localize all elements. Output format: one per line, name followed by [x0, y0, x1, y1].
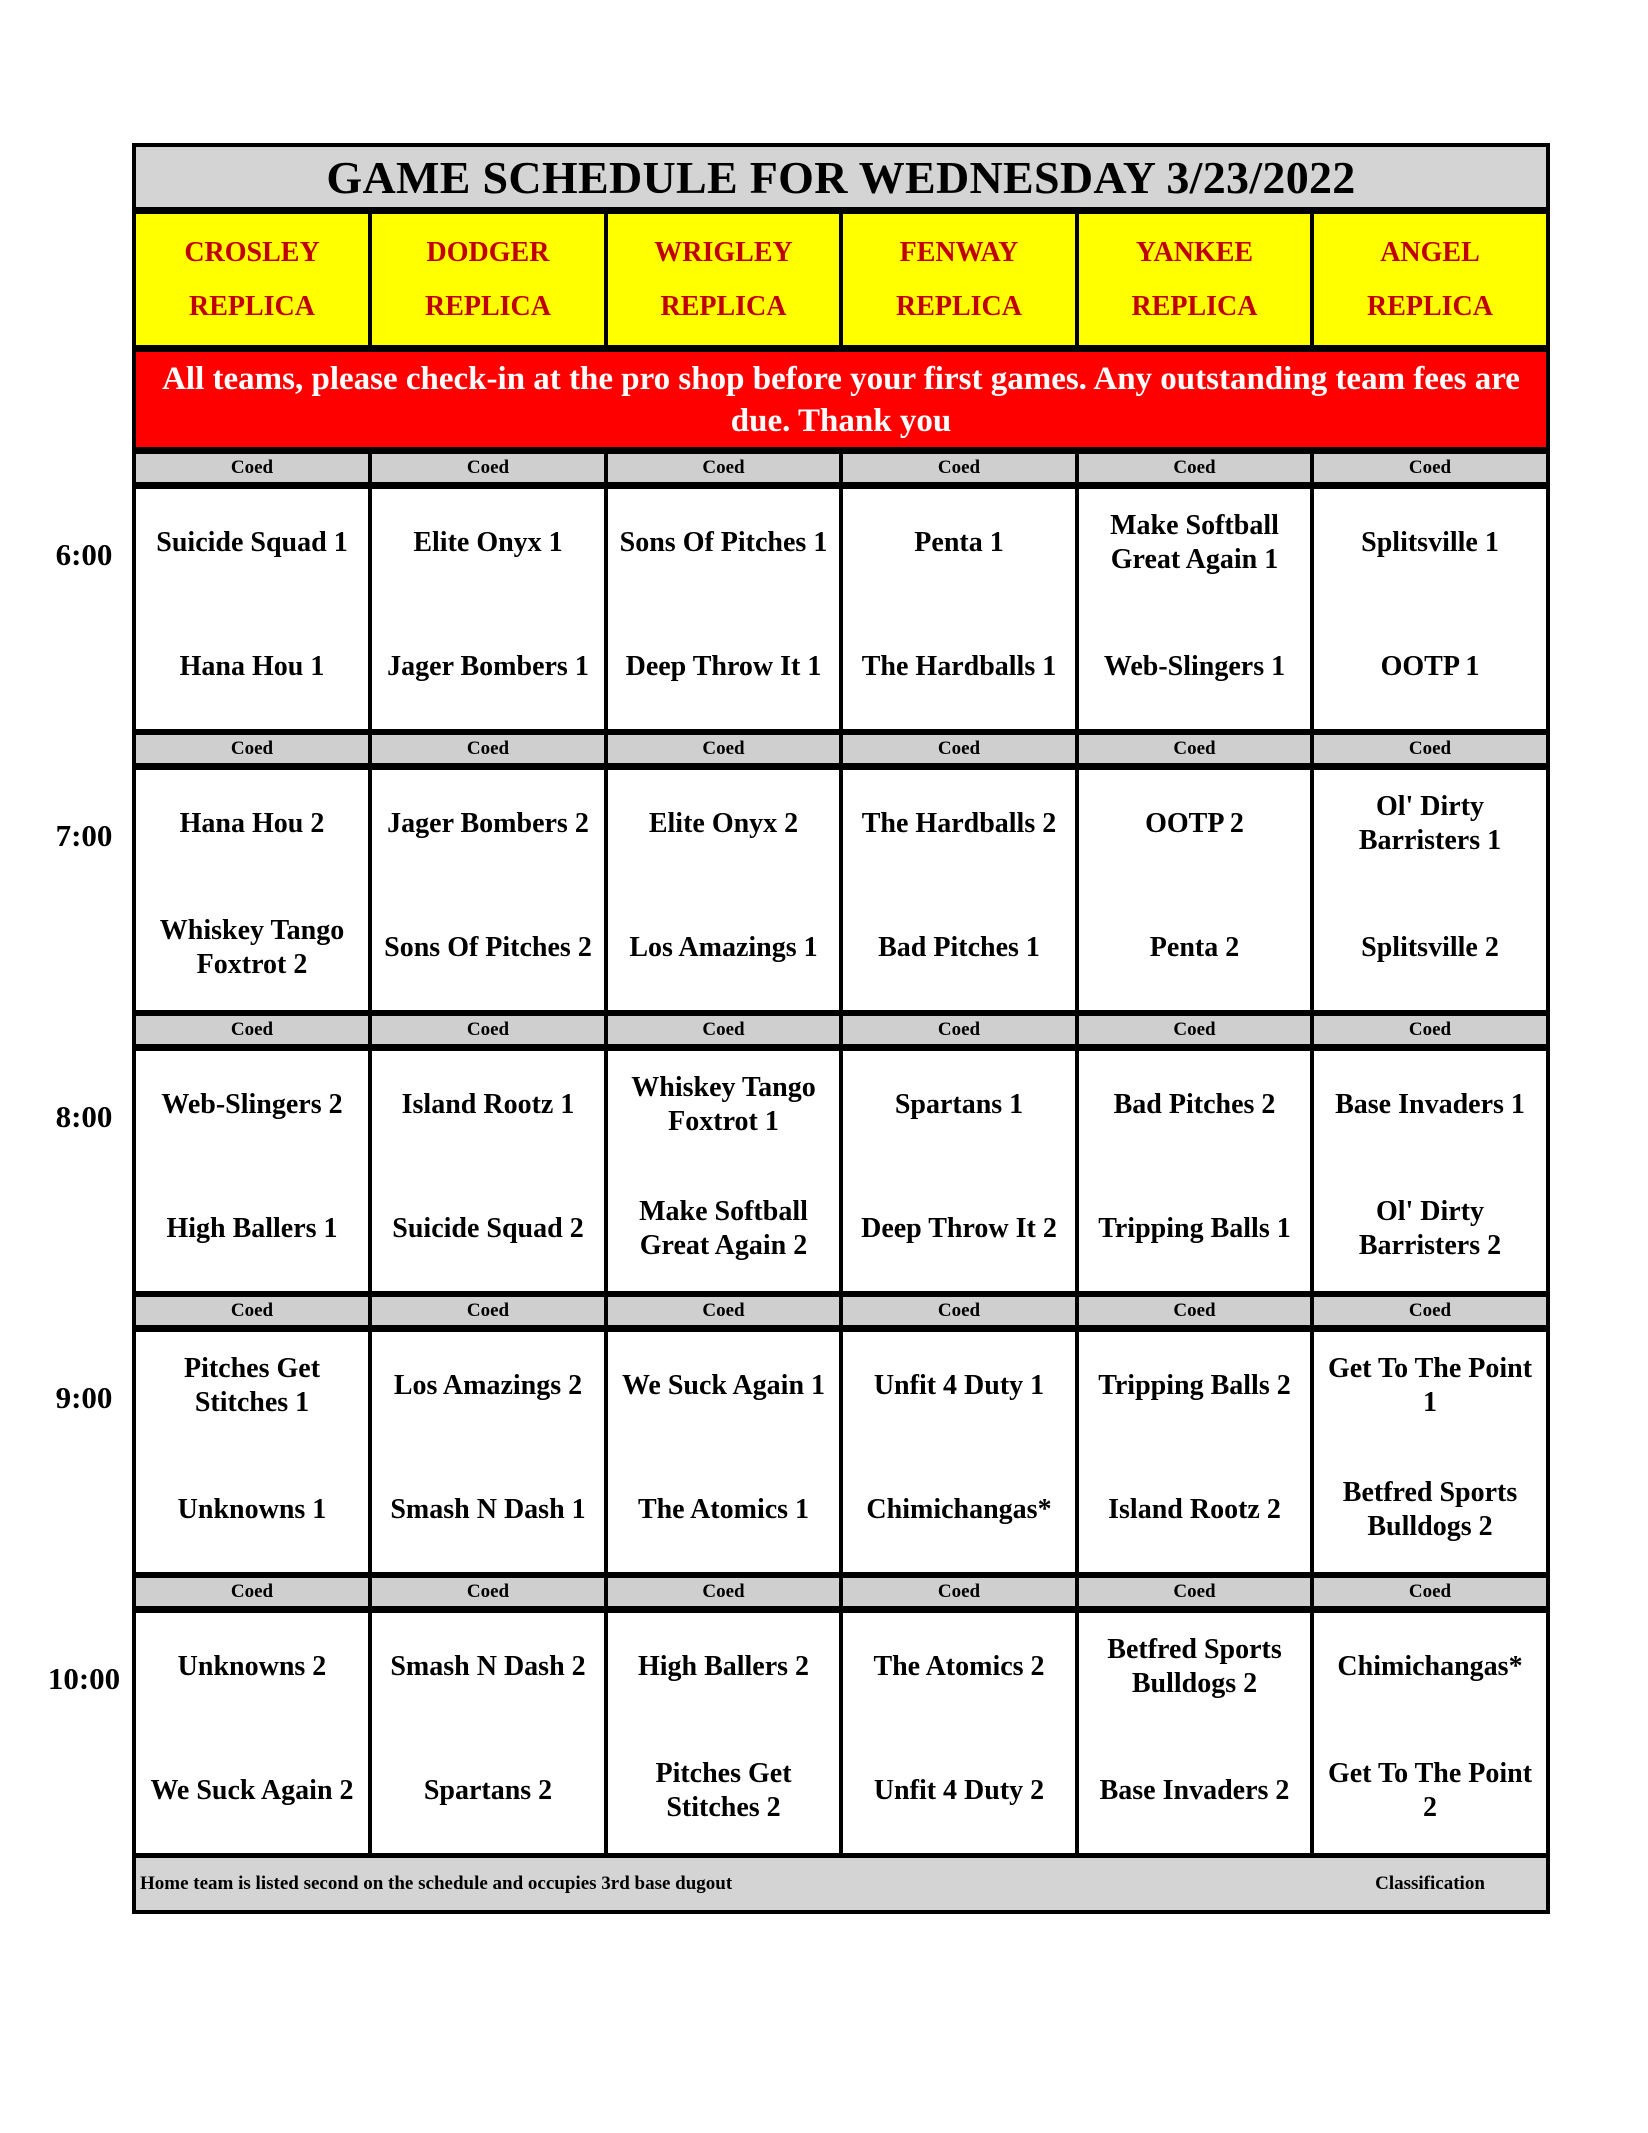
field-sub: REPLICA [660, 290, 787, 322]
home-team: Suicide Squad 2 [376, 1181, 600, 1277]
division-label: Coed [136, 454, 368, 482]
field-name: WRIGLEY [654, 236, 793, 268]
away-team: Island Rootz 1 [376, 1057, 600, 1153]
game-cell [608, 1051, 839, 1291]
game-cell [1079, 1613, 1310, 1853]
game-cell [136, 1332, 368, 1572]
home-team: Smash N Dash 1 [376, 1462, 600, 1558]
away-team: Make Softball Great Again 1 [1083, 495, 1306, 591]
home-team: OOTP 1 [1318, 619, 1542, 715]
game-cell [1079, 489, 1310, 729]
away-team: OOTP 2 [1083, 776, 1306, 872]
division-label: Coed [372, 1297, 604, 1325]
home-team: Splitsville 2 [1318, 900, 1542, 996]
division-label: Coed [1314, 1016, 1546, 1044]
away-team: Get To The Point 1 [1318, 1338, 1542, 1434]
game-cell [136, 1051, 368, 1291]
away-team: Ol' Dirty Barristers 1 [1318, 776, 1542, 872]
home-team: Betfred Sports Bulldogs 2 [1318, 1462, 1542, 1558]
game-cell [1079, 1051, 1310, 1291]
away-team: Whiskey Tango Foxtrot 1 [612, 1057, 835, 1153]
away-team: Pitches Get Stitches 1 [140, 1338, 364, 1434]
away-team: The Atomics 2 [847, 1619, 1071, 1715]
away-team: We Suck Again 1 [612, 1338, 835, 1434]
checkin-notice: All teams, please check-in at the pro shop before your first games. Any outstanding team fees are due. Thank you [136, 352, 1546, 447]
game-cell [843, 1613, 1075, 1853]
field-sub: REPLICA [424, 290, 551, 322]
home-team: Whiskey Tango Foxtrot 2 [140, 900, 364, 996]
home-team: Ol' Dirty Barristers 2 [1318, 1181, 1542, 1277]
away-team: Chimichangas* [1318, 1619, 1542, 1715]
game-cell [372, 1332, 604, 1572]
field-header-wrigley [608, 214, 839, 345]
field-name: YANKEE [1135, 236, 1254, 268]
field-header-fenway [843, 214, 1075, 345]
schedule-title: GAME SCHEDULE FOR WEDNESDAY 3/23/2022 [136, 147, 1546, 207]
division-label: Coed [1314, 1297, 1546, 1325]
away-team: Unfit 4 Duty 1 [847, 1338, 1071, 1434]
away-team: Web-Slingers 2 [140, 1057, 364, 1153]
home-team: Penta 2 [1083, 900, 1306, 996]
game-cell [1314, 1051, 1546, 1291]
home-team: Hana Hou 1 [140, 619, 364, 715]
away-team: Jager Bombers 2 [376, 776, 600, 872]
home-team: The Atomics 1 [612, 1462, 835, 1558]
game-cell [372, 1051, 604, 1291]
away-team: Unknowns 2 [140, 1619, 364, 1715]
home-team: Bad Pitches 1 [847, 900, 1071, 996]
game-cell [1314, 1613, 1546, 1853]
time-label-800: 8:00 [55, 1099, 113, 1134]
division-label: Coed [843, 1578, 1075, 1606]
away-team: Hana Hou 2 [140, 776, 364, 872]
away-team: High Ballers 2 [612, 1619, 835, 1715]
away-team: Penta 1 [847, 495, 1071, 591]
game-cell [1314, 770, 1546, 1010]
division-label: Coed [136, 1297, 368, 1325]
field-sub: REPLICA [895, 290, 1022, 322]
game-cell [372, 1613, 604, 1853]
division-label: Coed [1314, 454, 1546, 482]
home-team: Jager Bombers 1 [376, 619, 600, 715]
division-label: Coed [372, 735, 604, 763]
division-label: Coed [1079, 1016, 1310, 1044]
field-sub: REPLICA [1366, 290, 1493, 322]
division-label: Coed [608, 735, 839, 763]
game-cell [1079, 770, 1310, 1010]
division-label: Coed [843, 454, 1075, 482]
field-name: FENWAY [899, 236, 1019, 268]
away-team: Tripping Balls 2 [1083, 1338, 1306, 1434]
home-team: Sons Of Pitches 2 [376, 900, 600, 996]
home-team: The Hardballs 1 [847, 619, 1071, 715]
field-sub: REPLICA [188, 290, 315, 322]
time-label-600: 6:00 [55, 537, 113, 572]
home-team: Tripping Balls 1 [1083, 1181, 1306, 1277]
home-team: Chimichangas* [847, 1462, 1071, 1558]
game-cell [372, 770, 604, 1010]
game-cell [136, 770, 368, 1010]
away-team: Bad Pitches 2 [1083, 1057, 1306, 1153]
game-cell [843, 770, 1075, 1010]
away-team: Spartans 1 [847, 1057, 1071, 1153]
division-label: Coed [843, 1297, 1075, 1325]
division-label: Coed [608, 454, 839, 482]
home-team: Spartans 2 [376, 1743, 600, 1839]
division-label: Coed [843, 735, 1075, 763]
away-team: Splitsville 1 [1318, 495, 1542, 591]
division-label: Coed [1314, 735, 1546, 763]
home-team: Island Rootz 2 [1083, 1462, 1306, 1558]
home-team: Deep Throw It 2 [847, 1181, 1071, 1277]
field-header-dodger [372, 214, 604, 345]
field-name: DODGER [426, 236, 550, 268]
game-cell [843, 489, 1075, 729]
away-team: Los Amazings 2 [376, 1338, 600, 1434]
away-team: Sons Of Pitches 1 [612, 495, 835, 591]
away-team: Base Invaders 1 [1318, 1057, 1542, 1153]
home-team: Pitches Get Stitches 2 [612, 1743, 835, 1839]
game-cell [843, 1051, 1075, 1291]
division-label: Coed [1079, 1297, 1310, 1325]
game-cell [136, 489, 368, 729]
division-label: Coed [608, 1297, 839, 1325]
game-cell [608, 489, 839, 729]
home-team: Make Softball Great Again 2 [612, 1181, 835, 1277]
schedule-table [132, 143, 1550, 1914]
game-cell [136, 1613, 368, 1853]
game-cell [1314, 1332, 1546, 1572]
home-team: Unfit 4 Duty 2 [847, 1743, 1071, 1839]
division-label: Coed [136, 1016, 368, 1044]
division-label: Coed [1079, 454, 1310, 482]
game-cell [843, 1332, 1075, 1572]
game-cell [608, 770, 839, 1010]
away-team: Betfred Sports Bulldogs 2 [1083, 1619, 1306, 1715]
footer-classification: Classification [1375, 1873, 1485, 1894]
division-label: Coed [1314, 1578, 1546, 1606]
time-label-700: 7:00 [55, 818, 113, 853]
away-team: Elite Onyx 2 [612, 776, 835, 872]
field-header-angel [1314, 214, 1546, 345]
footer-note: Home team is listed second on the schedule and occupies 3rd base dugout [136, 1858, 1546, 1910]
division-label: Coed [608, 1016, 839, 1044]
home-team: Unknowns 1 [140, 1462, 364, 1558]
field-sub: REPLICA [1131, 290, 1258, 322]
away-team: Suicide Squad 1 [140, 495, 364, 591]
home-team: Los Amazings 1 [612, 900, 835, 996]
division-label: Coed [372, 1578, 604, 1606]
field-header-yankee [1079, 214, 1310, 345]
division-label: Coed [843, 1016, 1075, 1044]
time-label-1000: 10:00 [47, 1661, 121, 1696]
game-cell [372, 489, 604, 729]
home-team: Get To The Point 2 [1318, 1743, 1542, 1839]
division-label: Coed [1079, 735, 1310, 763]
game-cell [1079, 1332, 1310, 1572]
field-name: ANGEL [1380, 236, 1480, 268]
field-header-crosley [136, 214, 368, 345]
field-name: CROSLEY [184, 236, 320, 268]
division-label: Coed [372, 1016, 604, 1044]
home-team: High Ballers 1 [140, 1181, 364, 1277]
game-cell [608, 1613, 839, 1853]
home-team: We Suck Again 2 [140, 1743, 364, 1839]
division-label: Coed [608, 1578, 839, 1606]
game-cell [1314, 489, 1546, 729]
division-label: Coed [136, 735, 368, 763]
division-label: Coed [1079, 1578, 1310, 1606]
division-label: Coed [372, 454, 604, 482]
home-team: Web-Slingers 1 [1083, 619, 1306, 715]
game-cell [608, 1332, 839, 1572]
away-team: Smash N Dash 2 [376, 1619, 600, 1715]
time-label-900: 9:00 [55, 1380, 113, 1415]
home-team: Deep Throw It 1 [612, 619, 835, 715]
division-label: Coed [136, 1578, 368, 1606]
away-team: The Hardballs 2 [847, 776, 1071, 872]
home-team: Base Invaders 2 [1083, 1743, 1306, 1839]
away-team: Elite Onyx 1 [376, 495, 600, 591]
